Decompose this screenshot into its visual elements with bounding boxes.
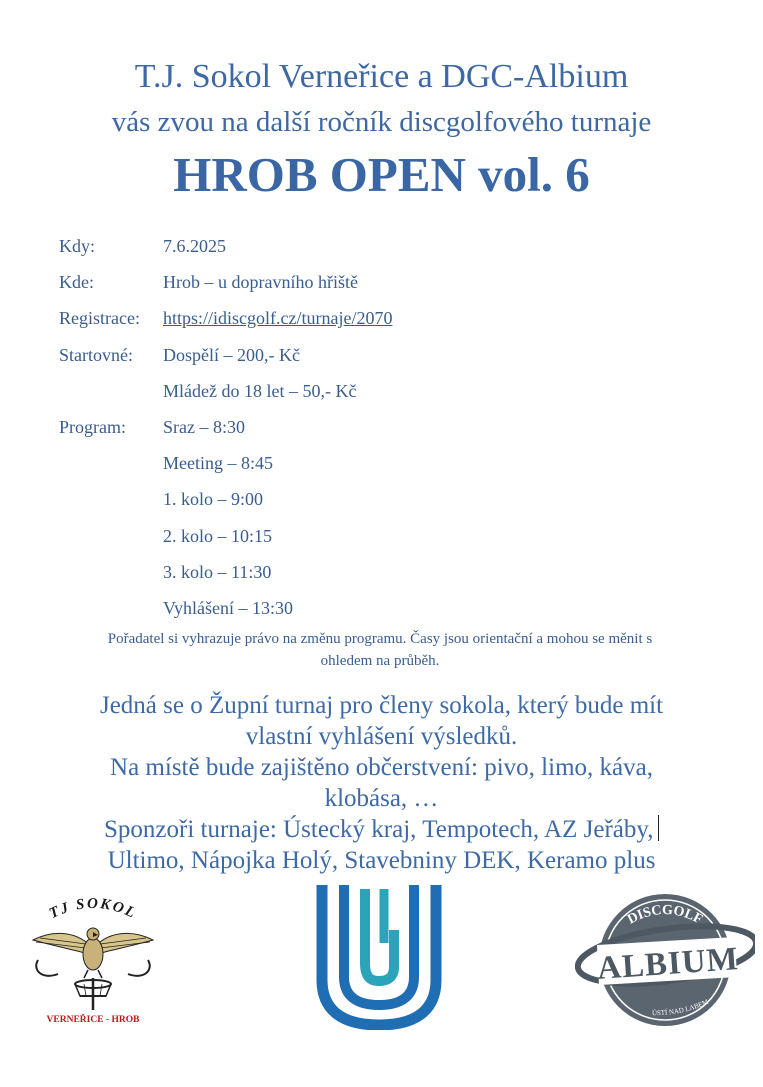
detail-row (59, 236, 719, 272)
detail-value: 7.6.2025 (163, 236, 226, 256)
note-line-1: Pořadatel si vyhrazuje právo na změnu programu. Časy jsou orientační a mohou se měnit s (107, 631, 653, 647)
albium-main-text: ALBIUM (596, 941, 740, 987)
albium-bottom-text: ÚSTÍ NAD LABEM (651, 997, 710, 1018)
detail-value: 3. kolo – 11:30 (163, 561, 272, 582)
detail-label: Startovné: (59, 344, 133, 365)
organizers-heading: T.J. Sokol Verneřice a DGC-Albium (134, 58, 629, 95)
detail-label: Kdy: (59, 236, 95, 256)
detail-row (59, 562, 719, 598)
detail-row (59, 308, 719, 344)
info-line-6: Ultimo, Nápojka Holý, Stavebniny DEK, Keramo plus (107, 847, 656, 874)
detail-row (59, 417, 719, 453)
usti-region-logo (314, 885, 444, 1030)
note-line-2: ohledem na průběh. (320, 653, 440, 669)
detail-value: Hrob – u dopravního hřiště (163, 272, 358, 293)
detail-label: Kde: (59, 272, 94, 293)
dgc-albium-logo (575, 885, 755, 1035)
albium-top-text: DISCGOLF (625, 902, 705, 928)
sokol-top-text: TJ SOKOL (46, 895, 140, 923)
info-line-1: Jedná se o Župní turnaj pro členy sokola, který bude mít (99, 692, 664, 719)
registration-value (163, 308, 392, 329)
svg-text:TJ SOKOL (47, 896, 139, 922)
info-line-2: vlastní vyhlášení výsledků. (245, 723, 518, 750)
tournament-title: HROB OPEN vol. 6 (173, 147, 590, 202)
detail-value: 2. kolo – 10:15 (163, 525, 273, 546)
info-line-4: klobása, … (324, 785, 439, 812)
invitation-subheading: vás zvou na další ročník discgolfového turnaje (111, 106, 652, 138)
detail-value: 1. kolo – 9:00 (163, 489, 264, 510)
detail-row (59, 345, 719, 381)
detail-label: Registrace: (59, 308, 140, 329)
detail-row (59, 526, 719, 562)
sokol-bottom-text: VERNEŘICE - HROB (46, 1015, 140, 1025)
tournament-info (40, 690, 723, 876)
detail-value: Sraz – 8:30 (163, 416, 245, 437)
event-details (59, 236, 719, 634)
detail-value: Dospělí – 200,- Kč (163, 344, 300, 365)
text-cursor (658, 815, 660, 841)
program-change-note (50, 628, 710, 672)
detail-value: Vyhlášení – 13:30 (163, 597, 293, 618)
info-line-3: Na místě bude zajištěno občerstvení: pivo, limo, káva, (110, 754, 653, 781)
detail-value: Mládež do 18 let – 50,- Kč (163, 380, 357, 401)
detail-row (59, 381, 719, 417)
tj-sokol-logo (28, 892, 158, 1027)
info-line-5: Sponzoři turnaje: Ústecký kraj, Tempotech, AZ Jeřáby, (104, 816, 654, 843)
detail-row (59, 272, 719, 308)
registration-link[interactable]: https://idiscgolf.cz/turnaje/2070 (163, 308, 393, 329)
detail-row (59, 489, 719, 525)
detail-row (59, 453, 719, 489)
detail-value: Meeting – 8:45 (163, 453, 273, 474)
detail-label: Program: (59, 416, 126, 437)
